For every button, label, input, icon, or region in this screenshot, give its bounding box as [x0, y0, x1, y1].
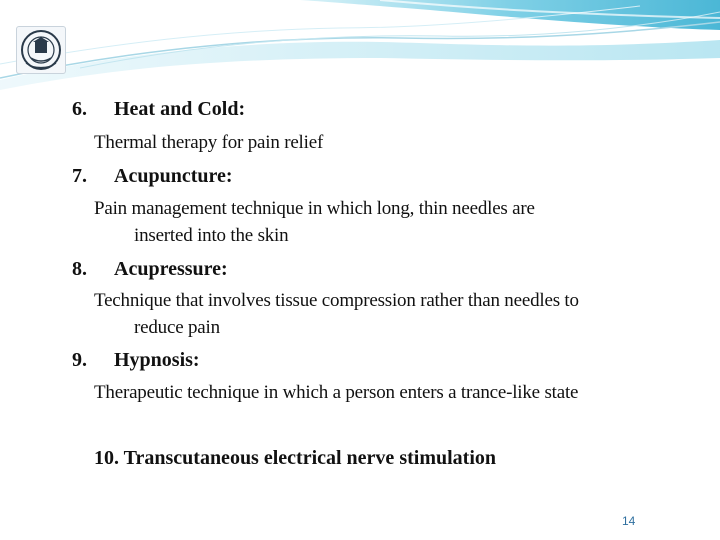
description-line: inserted into the skin [134, 225, 289, 246]
description-line: Technique that involves tissue compression rather than needles to [94, 290, 579, 311]
university-seal-icon [16, 26, 66, 74]
description-line: Thermal therapy for pain relief [94, 132, 324, 153]
description-line: reduce pain [134, 317, 220, 338]
item-title: Heat and Cold: [114, 98, 246, 120]
description-line: Therapeutic technique in which a person enters a trance-like state [94, 382, 579, 403]
item-heading-hypnosis [72, 348, 200, 372]
item-number: 9. [72, 349, 87, 371]
item-heading-tens: 10. Transcutaneous electrical nerve stimulation [94, 447, 496, 469]
item-heading-heat-and-cold [72, 97, 245, 121]
description-line: Pain management technique in which long, thin needles are [94, 198, 535, 219]
item-number: 6. [72, 98, 87, 120]
item-number: 8. [72, 258, 87, 280]
item-title: Hypnosis: [114, 349, 200, 371]
item-description-heat-and-cold [94, 129, 694, 156]
header-wave-decoration [0, 0, 720, 110]
item-number: 7. [72, 165, 87, 187]
item-description-acupressure [94, 287, 694, 341]
page-number: 14 [622, 514, 636, 528]
item-title: Acupuncture: [114, 165, 233, 187]
item-heading-acupressure [72, 257, 228, 281]
item-title: Acupressure: [114, 258, 228, 280]
item-heading-acupuncture [72, 164, 233, 188]
item-description-acupuncture [94, 195, 694, 249]
item-description-hypnosis [94, 379, 694, 406]
